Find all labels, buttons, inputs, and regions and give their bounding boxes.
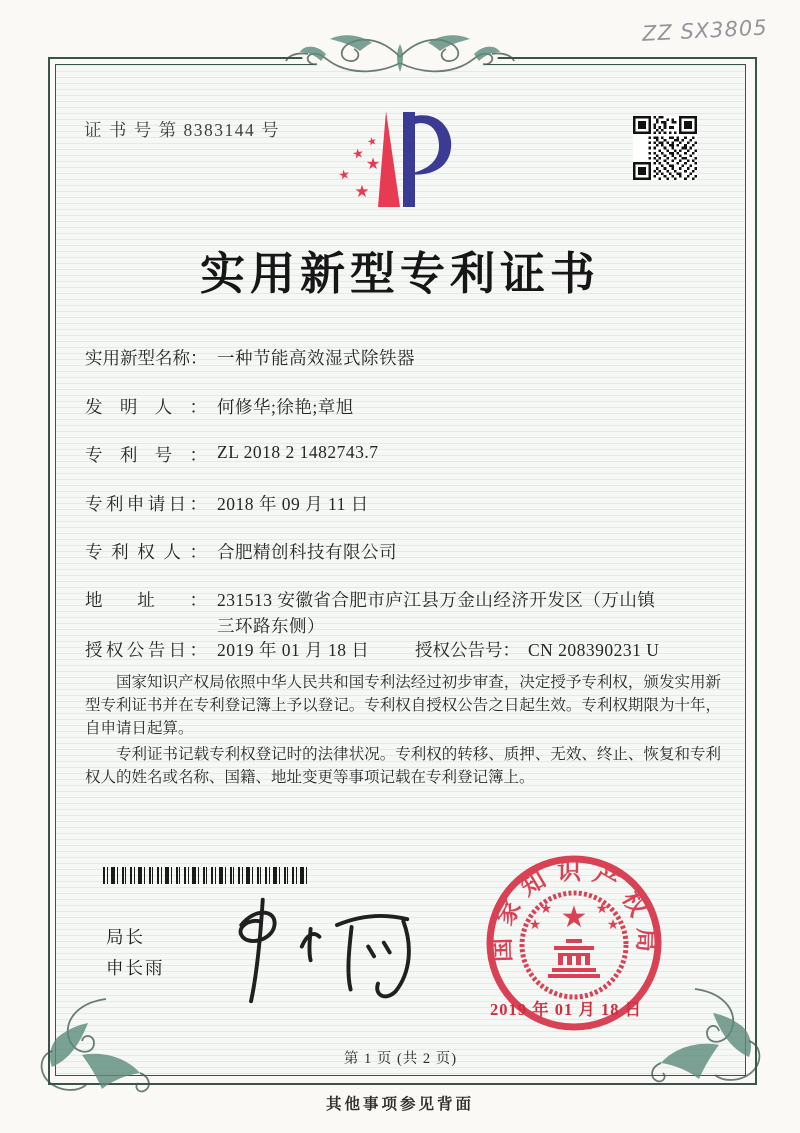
- svg-text:★: ★: [539, 902, 553, 917]
- field-label: 专利申请日：: [85, 494, 207, 514]
- field-value: CN 208390231 U: [528, 640, 660, 660]
- field-value: 合肥精创科技有限公司: [217, 542, 397, 562]
- field-label: 专利权人：: [85, 542, 207, 562]
- field-label: 授权公告日：: [85, 640, 207, 660]
- bottom-left-flourish: [28, 993, 163, 1101]
- field-row-name: [85, 345, 415, 370]
- top-center-flourish: [278, 30, 522, 80]
- body-paragraph-1: 国家知识产权局依照中华人民共和国专利法经过初步审查，决定授予专利权，颁发实用新型专利证书并在专利登记簿上予以登记。专利权自授权公告之日起生效。专利权期限为十年，自申请日起算。: [85, 674, 721, 737]
- seal-agency-text: 国家知识产权局: [489, 858, 659, 963]
- field-value-address-line2: 三环路东侧）: [217, 616, 325, 636]
- back-side-note: 其他事项参见背面: [325, 1096, 474, 1113]
- svg-text:★: ★: [528, 918, 542, 933]
- seal-date: 2019 年 01 月 18 日: [490, 1000, 643, 1019]
- cnipa-logo-icon: [336, 110, 454, 210]
- certificate-title: 实用新型专利证书: [199, 249, 600, 299]
- certificate-body: [85, 671, 721, 792]
- field-value: ZL 2018 2 1482743.7: [217, 442, 379, 462]
- field-value: 2019 年 01 月 18 日: [217, 640, 370, 660]
- svg-text:★: ★: [560, 901, 588, 934]
- commissioner-title: 局长: [106, 927, 145, 947]
- commissioner-name: 申长雨: [106, 958, 165, 978]
- svg-text:★: ★: [365, 154, 381, 173]
- handwritten-note: ZZ SX3805: [641, 15, 769, 46]
- national-emblem-icon: [522, 893, 626, 997]
- field-row-grant: [85, 637, 660, 662]
- field-value: 2018 年 09 月 11 日: [217, 494, 369, 514]
- field-pair-grant-no: [415, 637, 659, 662]
- svg-text:★: ★: [337, 166, 352, 185]
- field-label: 发明人：: [85, 397, 207, 417]
- field-value: 何修华;徐艳;章旭: [217, 397, 354, 417]
- field-row-patentee: [85, 539, 397, 564]
- field-row-address: [85, 587, 655, 612]
- qr-code: [633, 116, 697, 180]
- certificate-number: 证 书 号 第 8383144 号: [84, 120, 281, 140]
- handwritten-signature: [212, 891, 417, 1005]
- page-number: 第 1 页 (共 2 页): [343, 1051, 458, 1067]
- bottom-right-flourish: [638, 983, 773, 1091]
- field-value: 231513 安徽省合肥市庐江县万金山经济开发区（万山镇: [217, 590, 656, 610]
- field-label: 实用新型名称：: [85, 348, 208, 368]
- svg-text:★: ★: [351, 146, 366, 163]
- body-paragraph-2: 专利证书记载专利权登记时的法律状况。专利权的转移、质押、无效、终止、恢复和专利权人的姓名或名称、国籍、地址变更等事项记载在专利登记簿上。: [85, 746, 721, 786]
- field-label: 地址：: [85, 590, 207, 610]
- field-row-filing-date: [85, 491, 369, 516]
- field-row-patent-no: [85, 442, 378, 467]
- field-label: 授权公告号：: [415, 640, 520, 660]
- svg-text:★: ★: [354, 182, 370, 202]
- svg-text:★: ★: [365, 133, 379, 149]
- field-row-inventors: [85, 394, 354, 419]
- barcode: [103, 867, 307, 884]
- field-label: 专利号：: [85, 445, 207, 465]
- field-value: 一种节能高效湿式除铁器: [217, 348, 415, 368]
- svg-text:★: ★: [606, 918, 620, 933]
- svg-text:★: ★: [595, 902, 609, 917]
